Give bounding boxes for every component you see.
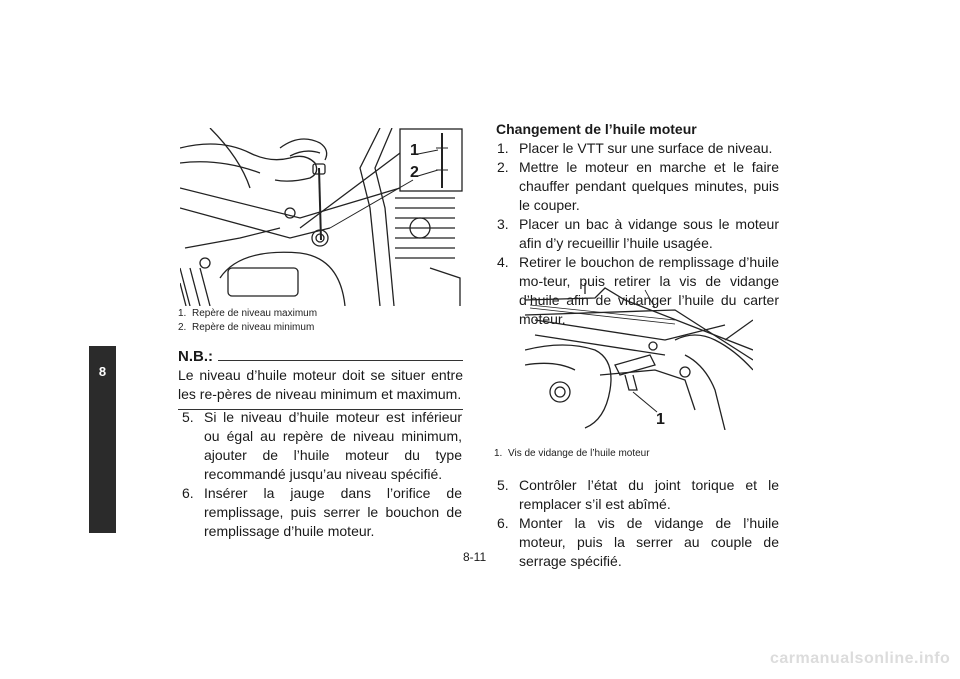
figure1-captions: [178, 307, 317, 335]
left-steps: [182, 408, 462, 541]
figure2-caption: [494, 447, 650, 461]
list-item: 2. Mettre le moteur en marche et le faire chauffer pendant quelques minutes, puis le couper.: [497, 159, 779, 213]
note-rule-top: [218, 360, 463, 361]
list-item: 1. Placer le VTT sur une surface de niveau.: [497, 140, 773, 156]
caption-item: 1. Vis de vidange de l’huile moteur: [494, 448, 650, 459]
right-steps-bottom: [497, 476, 779, 571]
callout-1: 1: [410, 142, 419, 159]
note-block: [178, 348, 463, 410]
list-item: 6. Insérer la jauge dans l’orifice de remplissage, puis serrer le bouchon de remplissage d’huile moteur.: [182, 485, 462, 539]
caption-item: 1. Repère de niveau maximum: [178, 308, 318, 319]
chapter-tab: [89, 346, 116, 533]
chapter-tab-label: 8: [98, 364, 107, 379]
list-item: 6. Monter la vis de vidange de l’huile moteur, puis la serrer au couple de serrage spécifié.: [497, 515, 779, 569]
drain-bolt-illustration: [525, 280, 753, 430]
list-item: 5. Si le niveau d’huile moteur est inférieur ou égal au repère de niveau minimum, ajouter de l’huile moteur du type recommandé jusqu’au niveau spécifié.: [182, 409, 462, 482]
callout-2: 2: [410, 164, 419, 181]
dipstick-illustration: [180, 128, 464, 306]
watermark: carmanualsonline.info: [770, 650, 951, 667]
section-heading: Changement de l’huile moteur: [496, 121, 697, 137]
callout-1: 1: [656, 411, 665, 428]
list-item: 4. Retirer le bouchon de remplissage d’huile mo-teur, puis retirer la vis de vidange d’huile afin de vidanger l’huile du carter moteur.: [497, 254, 779, 327]
note-text: Le niveau d’huile moteur doit se situer entre les re-pères de niveau minimum et maximum.: [178, 367, 463, 402]
page-number: 8-11: [463, 550, 487, 564]
caption-item: 2. Repère de niveau minimum: [178, 322, 315, 333]
note-label: N.B.:: [178, 348, 213, 365]
list-item: 5. Contrôler l’état du joint torique et le remplacer s’il est abîmé.: [497, 477, 779, 512]
list-item: 3. Placer un bac à vidange sous le moteur afin d’y recueillir l’huile usagée.: [497, 216, 779, 251]
